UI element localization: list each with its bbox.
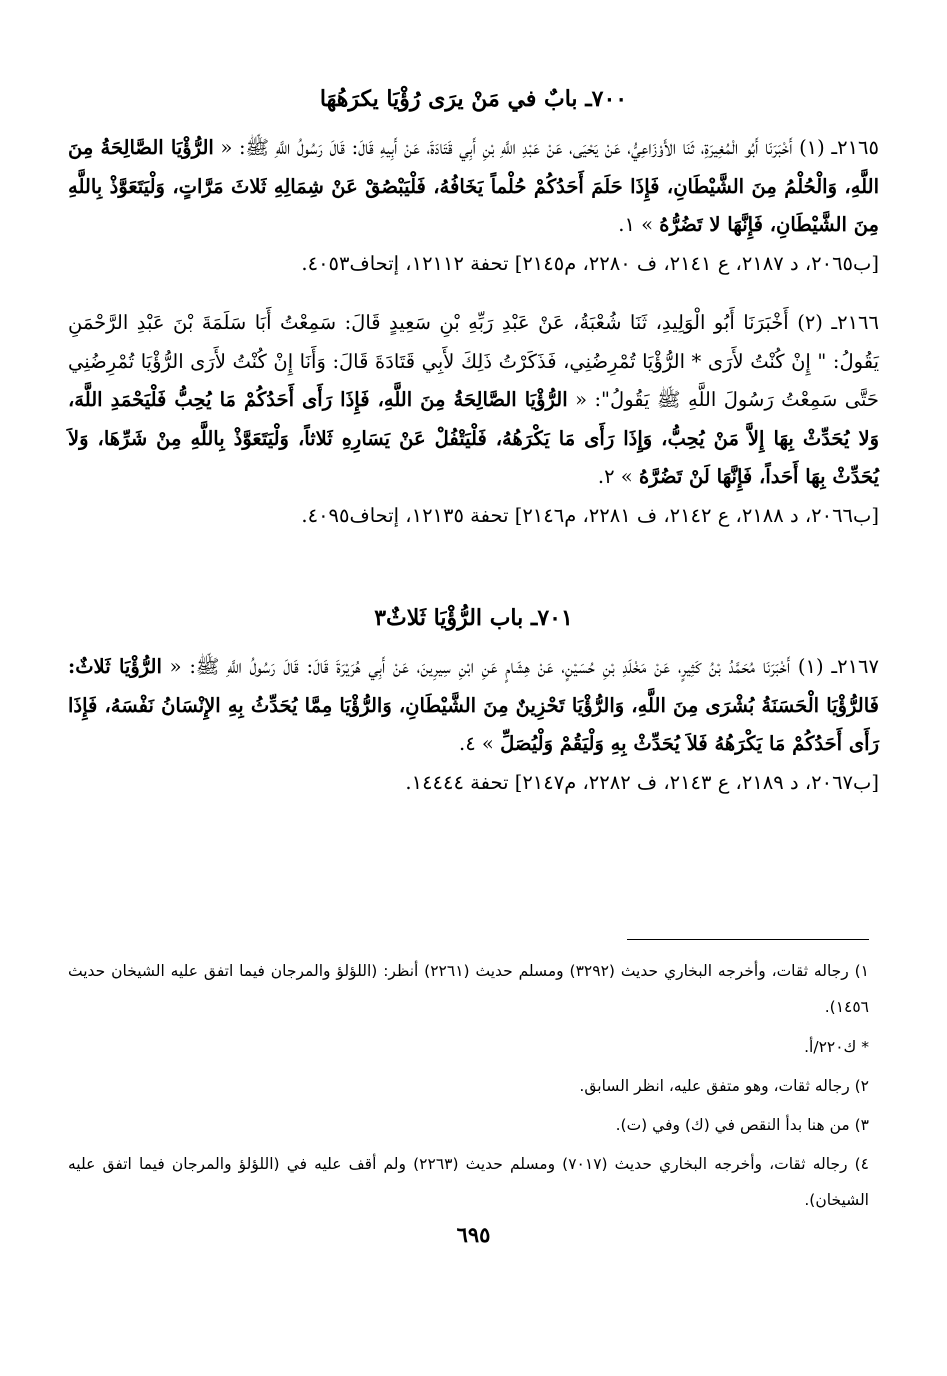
hadith-number: ٢١٦٦ـ (٢) (797, 311, 879, 334)
hadith-matn: الرُّؤْيَا ثَلاثٌ: فَالرُّؤْيَا الْحَسَنَةُ بُشْرَى مِنَ اللَّهِ، وَالرُّؤْيَا تَحْزِينٌ مِنَ الشَّيْطَانِ، وَالرُّؤْيَا مِمَّا يُحَدِّثُ بِهِ الإِنْسَانُ نَفْسَهُ، فَإِذَا رَأَى أَحَدُكُمْ مَا يَكْرَهُهُ فَلاَ يُحَدِّثْ بِهِ وَلْيَقُمْ وَلْيُصَلِّ (68, 655, 879, 755)
chapter-heading-701: ٧٠١ـ باب الرُّؤْيَا ثَلاثٌ٣ (374, 605, 573, 631)
page-number: ٦٩٥ (456, 1222, 491, 1247)
hadith-matn: الرُّؤْيَا الصَّالِحَةُ مِنَ اللَّهِ، فَإِذَا رَأَى أَحَدُكُمْ مَا يُحِبُّ فَلْيَحْمَدِ اللَّهَ، وَلا يُحَدِّثْ بِهَا إِلاَّ مَنْ يُحِبُّ، وَإِذَا رَأَى مَا يَكْرَهُهُ، فَلْيَتْفُلْ عَنْ يَسَارِهِ ثَلاثاً، وَلْيَتَعَوَّذْ بِاللَّهِ مِنْ شَرِّهَا، وَلاَ يُحَدِّثْ بِهَا أَحَداً، فَإِنَّهَا لَنْ تَضُرَّهُ (68, 388, 879, 488)
chapter-heading-700: ٧٠٠ـ بابٌ في مَنْ يرَى رُؤْيَا يكرَهُهَا (319, 86, 628, 112)
hadith-2167 (68, 648, 879, 802)
footnote-1: ١) رجاله ثقات، وأخرجه البخاري حديث (٣٢٩٢) ومسلم حديث (٢٢٦١) أنظر: (اللؤلؤ والمرجان فيما اتفق عليه الشيخان حديث ١٤٥٦). (68, 962, 869, 1016)
footnote-4: ٤) رجاله ثقات، وأخرجه البخاري حديث (٧٠١٧) ومسلم حديث (٢٢٦٣) ولم أقف عليه في (اللؤلؤ والمرجان فيما اتفق عليه الشيخان). (68, 1155, 869, 1209)
hadith-chain: أَخْبَرَنَا مُحَمَّدُ بْنُ كَثِيرٍ، عَنْ مَخْلَدِ بْنِ حُسَيْنٍ، عَنْ هِشَامٍ عَنِ ابْنِ سِيرِينَ، عَنْ أَبِي هُرَيْرَةَ قَالَ: قَالَ رَسُولُ اللَّهِ ﷺ: « (169, 655, 791, 678)
hadith-matn: الرُّؤْيَا الصَّالِحَةُ مِنَ اللَّهِ، وَالْحُلْمُ مِنَ الشَّيْطَانِ، فَإِذَا حَلَمَ أَحَدُكُمْ حُلْماً يَخَافُهُ، فَلْيَبْصُقْ عَنْ شِمَالِهِ ثَلاثَ مَرَّاتٍ، وَلْيَتَعَوَّذْ بِاللَّهِ مِنَ الشَّيْطَانِ، فَإِنَّهَا لا تَضُرُّهُ (68, 136, 879, 236)
hadith-chain: أَخْبَرَنَا أَبُو الْوَلِيدِ، ثَنَا شُعْبَةُ، عَنْ عَبْدِ رَبِّهِ بْنِ سَعِيدٍ قَالَ: سَمِعْتُ أَبَا سَلَمَةَ بْنَ عَبْدِ الرَّحْمَنِ يَقُولُ: " إِنْ كُنْتُ لأَرَى * الرُّؤْيَا تُمْرِضُنِي، فَذَكَرْتُ ذَلِكَ لأَبِي قَتَادَةَ قَالَ: وَأَنَا إِنْ كُنْتُ لأَرَى الرُّؤْيَا تُمْرِضُنِي حَتَّى سَمِعْتُ رَسُولَ اللَّهِ ﷺ يَقُولُ": « (68, 311, 879, 411)
footnote-3: ٣) من هنا بدأ النقص في (ك) وفي (ت). (615, 1116, 869, 1134)
hadith-references: [ب٢٠٦٧، د ٢١٨٩، ع ٢١٤٣، ف ٢٢٨٢، م٢١٤٧] تحفة ١٤٤٤٤. (405, 770, 879, 794)
hadith-closing: » ٢. (597, 465, 633, 488)
footnote-separator (627, 939, 869, 940)
footnote-marginal-note: * ك٢٢٠/أ. (804, 1038, 869, 1056)
hadith-references: [ب٢٠٦٥، د ٢١٨٧، ع ٢١٤١، ف ٢٢٨٠، م٢١٤٥] تحفة ١٢١١٢، إتحاف٤٠٥٣. (301, 251, 879, 275)
hadith-2165 (68, 129, 879, 283)
hadith-number: ٢١٦٧ـ (١) (797, 655, 879, 678)
hadith-closing: » ١. (618, 213, 654, 236)
hadith-number: ٢١٦٥ـ (١) (799, 136, 880, 159)
hadith-chain: أَخْبَرَنَا أَبُو الْمُغِيرَةِ، ثَنَا الأَوْزَاعِيُّ، عَنْ يَحْيَى، عَنْ عَبْدِ اللَّهِ بْنِ أَبِي قَتَادَةَ، عَنْ أَبِيهِ قَالَ: قَالَ رَسُولُ اللَّهِ ﷺ: « (220, 136, 793, 159)
hadith-references: [ب٢٠٦٦، د ٢١٨٨، ع ٢١٤٢، ف ٢٢٨١، م٢١٤٦] تحفة ١٢١٣٥، إتحاف٤٠٩٥. (301, 503, 879, 527)
hadith-2166 (68, 304, 879, 535)
footnote-2: ٢) رجاله ثقات، وهو متفق عليه، انظر السابق. (579, 1077, 869, 1095)
hadith-closing: » ٤. (459, 732, 494, 755)
